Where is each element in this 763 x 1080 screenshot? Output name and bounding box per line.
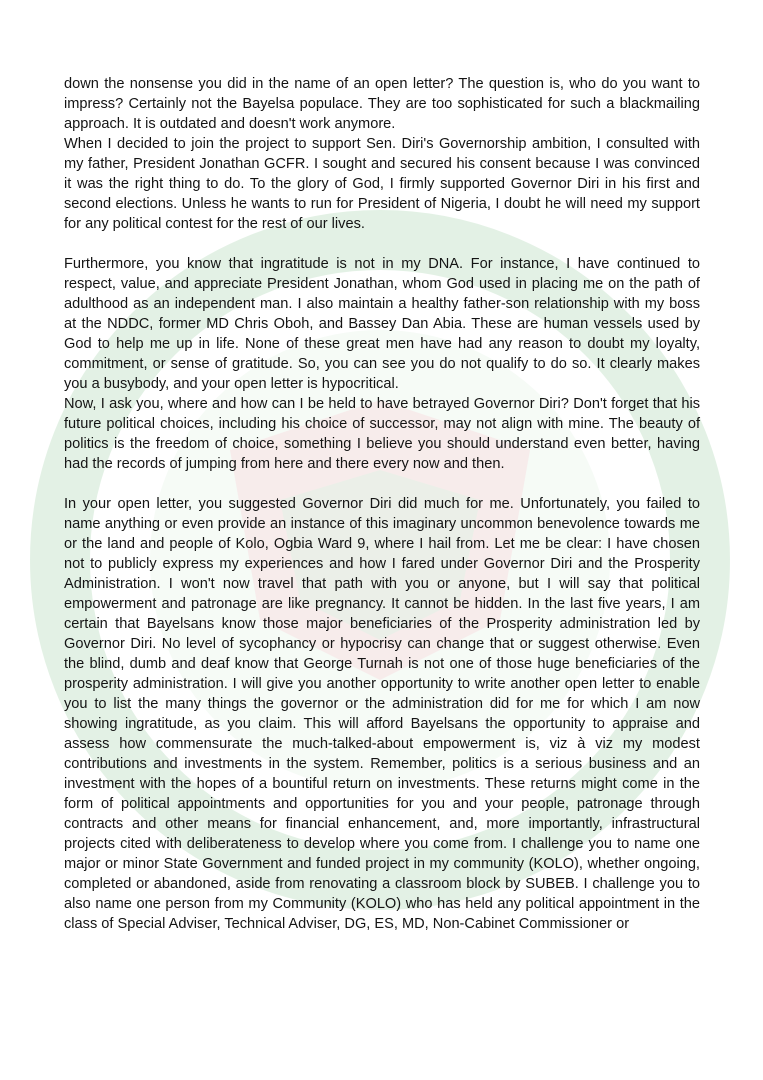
paragraph: down the nonsense you did in the name of an open letter? The question is, who do you want to impress? Certainly not the Bayelsa populace. They are too sophisticated for such a blackmailing approach. It is outdated and doesn't work anymore. (64, 76, 700, 132)
letter-body (64, 74, 700, 934)
paragraph: Furthermore, you know that ingratitude is not in my DNA. For instance, I have continued to respect, value, and appreciate President Jonathan, whom God used in placing me on the path of adulthood as an independent man. I also maintain a healthy father-son relationship with my boss at the NDDC, former MD Chris Oboh, and Bassey Dan Abia. These are human vessels used by God to help me up in life. None of these great men have had any reason to doubt my loyalty, commitment, or sense of gratitude. So, you can see you do not qualify to do so. It clearly makes you a busybody, and your open letter is hypocritical. (64, 256, 700, 392)
paragraph: Now, I ask you, where and how can I be held to have betrayed Governor Diri? Don't forget that his future political choices, including his choice of successor, may not align with mine. The beauty of politics is the freedom of choice, something I believe you should understand even better, having had the records of jumping from here and there every now and then. (64, 396, 700, 472)
paragraph: In your open letter, you suggested Governor Diri did much for me. Unfortunately, you failed to name anything or even provide an instance of this imaginary uncommon benevolence towards me or the land and people of Kolo, Ogbia Ward 9, where I hail from. Let me be clear: I have chosen not to publicly express my experiences and how I fared under Governor Diri and the Prosperity Administration. I won't now travel that path with you or anyone, but I will say that political empowerment and patronage are like pregnancy. It cannot be hidden. In the last five years, I am certain that Bayelsans know those major beneficiaries of the Prosperity administration led by Governor Diri. No level of sycophancy or hypocrisy can change that or suggest otherwise. Even the blind, dumb and deaf know that George Turnah is not one of those huge beneficiaries of the prosperity administration. I will give you another opportunity to write another open letter to enable you to list the many things the governor or the administration did for me for which I am now showing ingratitude, as you claim. This will afford Bayelsans the opportunity to appraise and assess how commensurate the much-talked-about empowerment is, viz à viz my modest contributions and investments in the system. Remember, politics is a serious business and an investment with the hopes of a bountiful return on investments. These returns might come in the form of political appointments and opportunities for you and your people, patronage through contracts and other means for financial enhancement, and, more importantly, infrastructural projects cited with deliberateness to develop where you come from. I challenge you to name one major or minor State Government and funded project in my community (KOLO), whether ongoing, completed or abandoned, aside from renovating a classroom block by SUBEB. I challenge you to also name one person from my Community (KOLO) who has held any political appointment in the class of Special Adviser, Technical Adviser, DG, ES, MD, Non-Cabinet Commissioner or (64, 496, 700, 932)
paragraph: When I decided to join the project to support Sen. Diri's Governorship ambition, I consulted with my father, President Jonathan GCFR. I sought and secured his consent because I was convinced it was the right thing to do. To the glory of God, I firmly supported Governor Diri in his first and second elections. Unless he wants to run for President of Nigeria, I doubt he will need my support for any political contest for the rest of our lives. (64, 136, 700, 232)
